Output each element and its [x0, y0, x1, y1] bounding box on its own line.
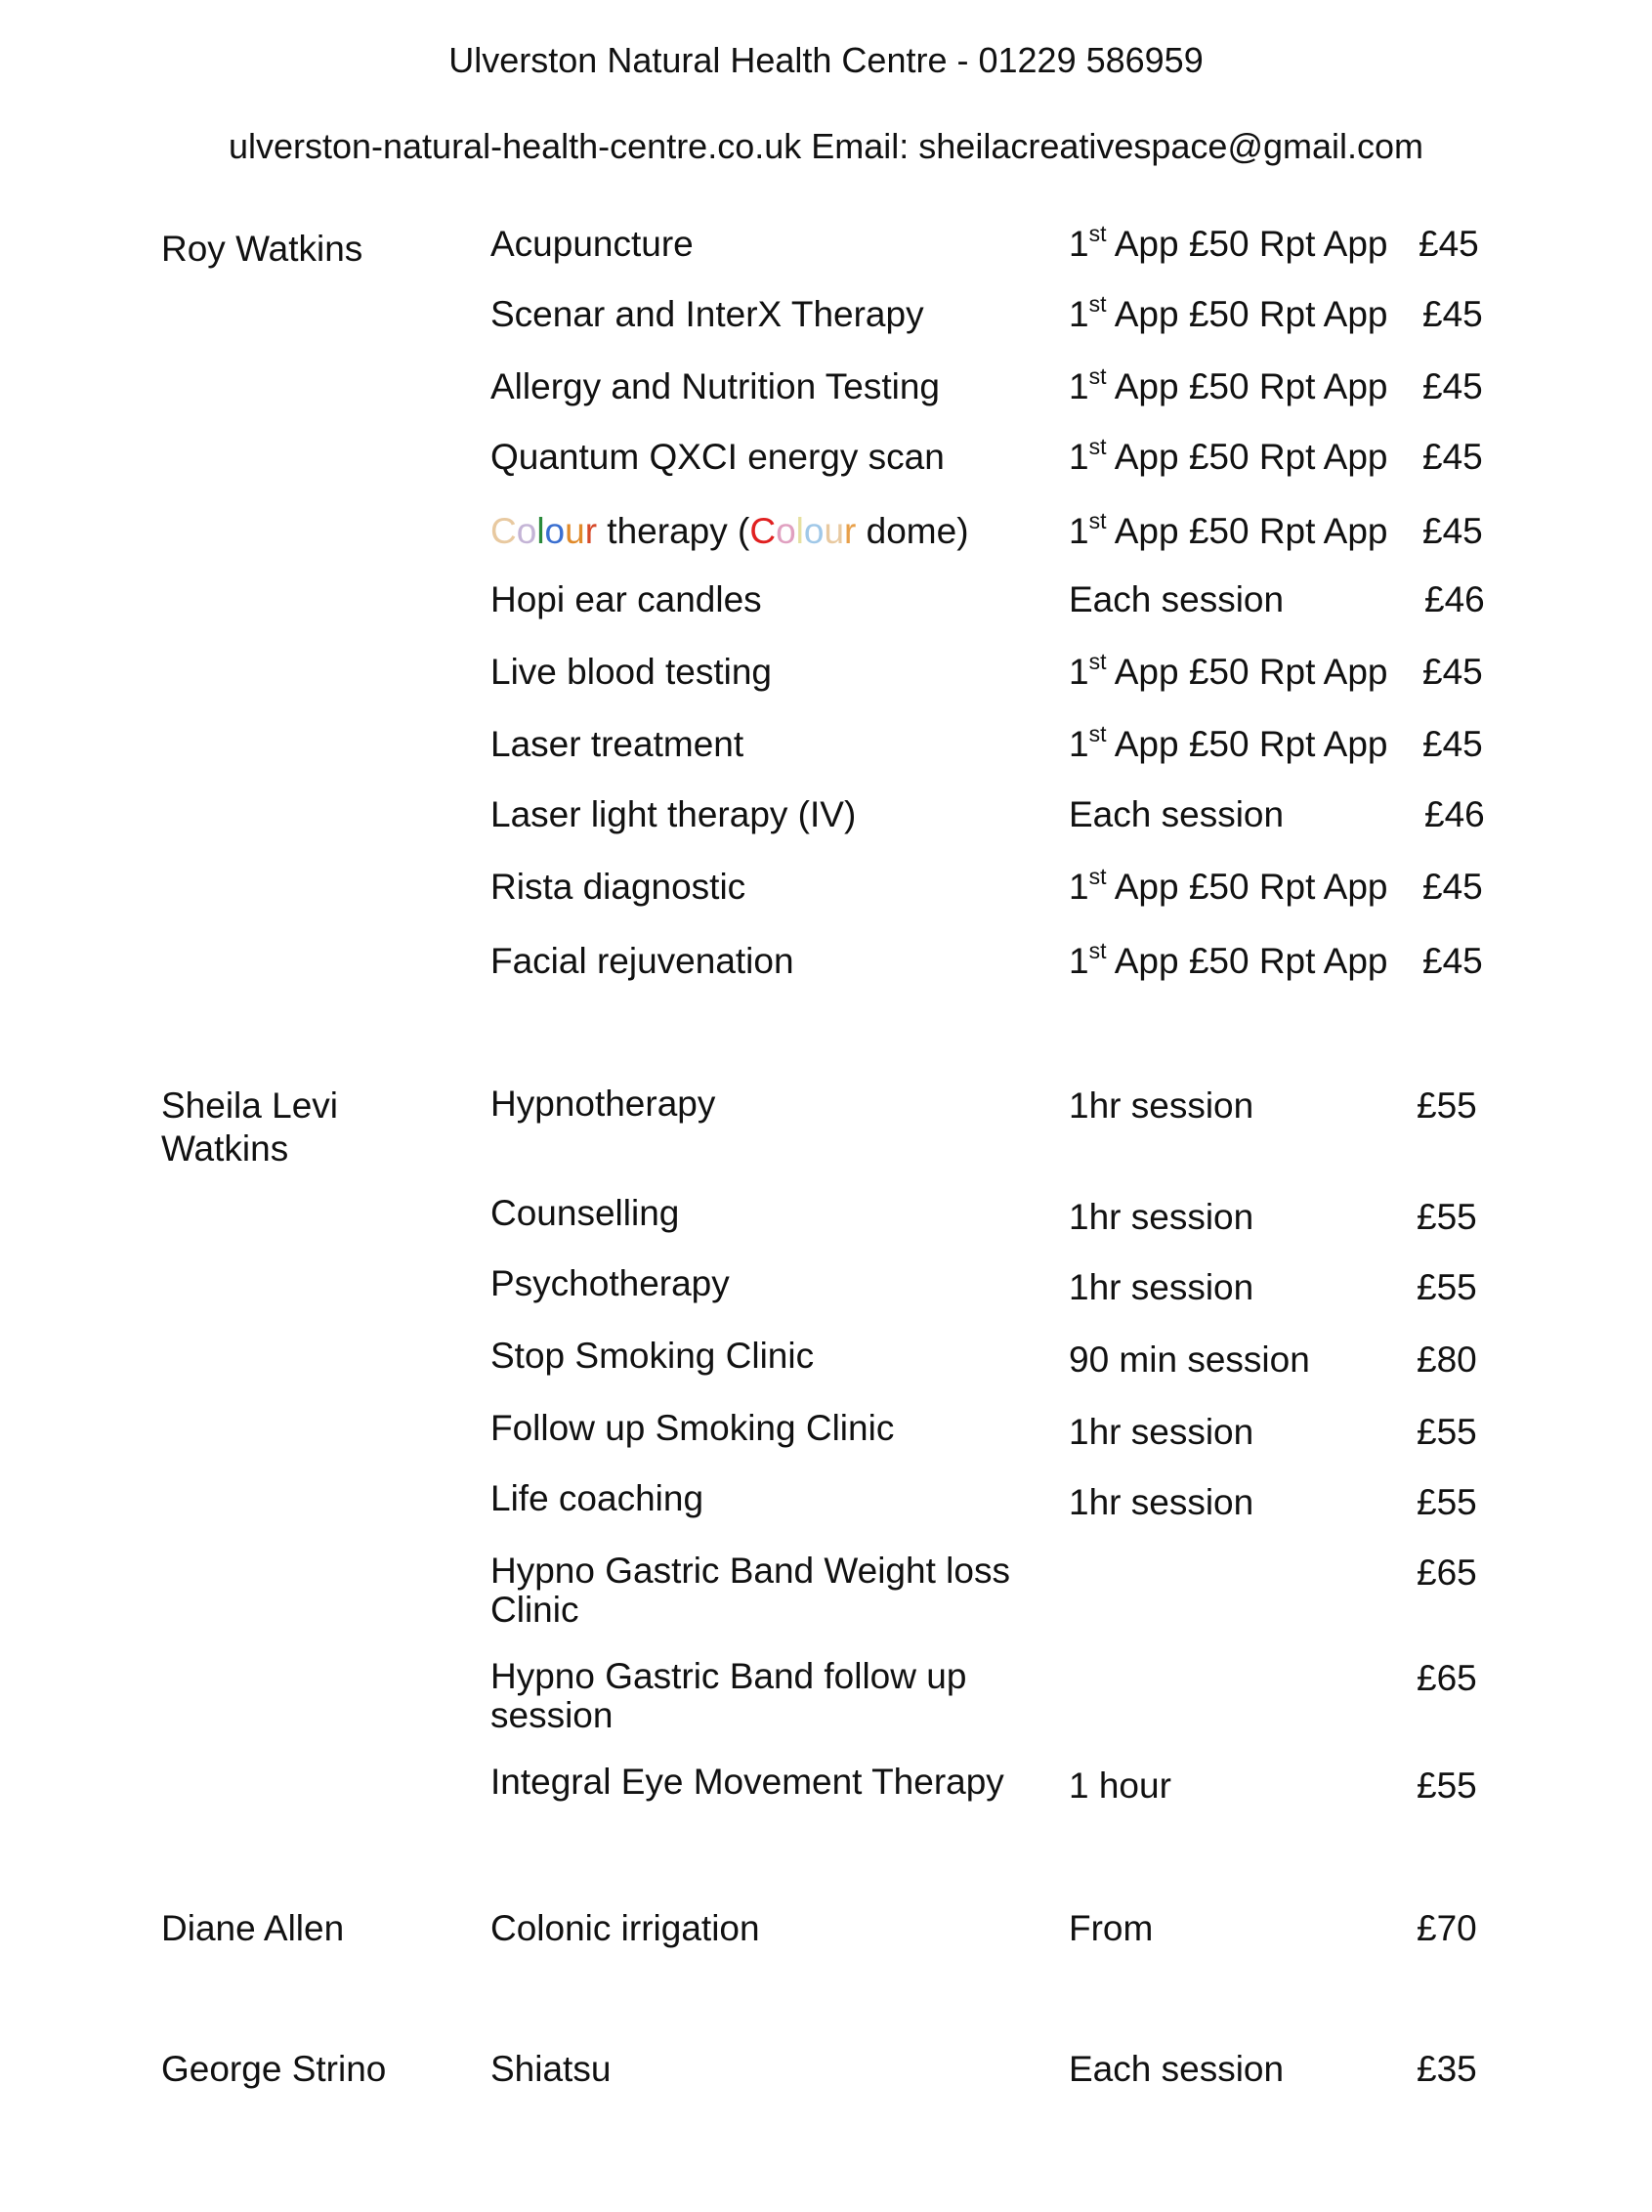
service-name: Stop Smoking Clinic: [490, 1336, 815, 1376]
service-detail: 1st App £50 Rpt App: [1069, 433, 1388, 477]
website-email: ulverston-natural-health-centre.co.uk Email: sheilacreativespace@gmail.com: [228, 126, 1424, 166]
service-price: £80: [1417, 1340, 1477, 1380]
service-price: £45: [1422, 867, 1483, 907]
service-price: £45: [1419, 224, 1479, 264]
service-price: £70: [1417, 1908, 1477, 1948]
service-detail: 1hr session: [1069, 1482, 1254, 1522]
service-name: Colonic irrigation: [490, 1908, 760, 1948]
service-price: £55: [1417, 1197, 1477, 1237]
service-price: £35: [1417, 2049, 1477, 2089]
service-name: Shiatsu: [490, 2049, 612, 2089]
practitioner-name: George Strino: [161, 2049, 387, 2089]
service-detail: 1 hour: [1069, 1765, 1171, 1806]
service-name: Counselling: [490, 1193, 680, 1233]
service-price: £65: [1417, 1553, 1477, 1593]
service-detail: 1st App £50 Rpt App: [1069, 863, 1388, 907]
service-detail: Each session: [1069, 2049, 1285, 2089]
service-name: Follow up Smoking Clinic: [490, 1408, 895, 1448]
service-price: £46: [1424, 579, 1485, 619]
service-name-colour-therapy: Colour therapy (Colour dome): [490, 511, 969, 551]
service-detail: 1hr session: [1069, 1412, 1254, 1452]
service-price: £45: [1422, 366, 1483, 406]
service-name: Psychotherapy: [490, 1263, 730, 1303]
service-price: £45: [1422, 511, 1483, 551]
service-price: £55: [1417, 1412, 1477, 1452]
service-price: £55: [1417, 1267, 1477, 1307]
service-name: Live blood testing: [490, 652, 772, 692]
service-name: Rista diagnostic: [490, 867, 746, 907]
service-name: Scenar and InterX Therapy: [490, 294, 924, 334]
service-name: Integral Eye Movement Therapy: [490, 1762, 1004, 1802]
service-price: £45: [1422, 652, 1483, 692]
service-name-line2: session: [490, 1695, 614, 1735]
service-name: Facial rejuvenation: [490, 941, 794, 981]
service-name: Quantum QXCI energy scan: [490, 437, 945, 477]
practitioner-name: Diane Allen: [161, 1908, 345, 1948]
service-price: £55: [1417, 1085, 1477, 1126]
practitioner-name: Roy Watkins: [161, 229, 363, 269]
practitioner-name: Sheila Levi: [161, 1085, 339, 1126]
service-detail: Each session: [1069, 794, 1285, 834]
service-name: Acupuncture: [490, 224, 694, 264]
service-detail: From: [1069, 1908, 1154, 1948]
service-name: Laser treatment: [490, 724, 744, 764]
service-name: Hypno Gastric Band follow up: [490, 1656, 967, 1696]
service-name: Allergy and Nutrition Testing: [490, 366, 941, 406]
service-detail: 1st App £50 Rpt App: [1069, 220, 1388, 264]
service-price: £55: [1417, 1482, 1477, 1522]
service-name: Hypnotherapy: [490, 1084, 716, 1124]
service-price: £45: [1422, 724, 1483, 764]
service-detail: 1hr session: [1069, 1267, 1254, 1307]
service-detail: 1st App £50 Rpt App: [1069, 290, 1388, 334]
practitioner-name-line2: Watkins: [161, 1128, 289, 1169]
service-detail: 90 min session: [1069, 1340, 1310, 1380]
service-name: Hypno Gastric Band Weight loss: [490, 1551, 1010, 1591]
service-name: Life coaching: [490, 1478, 704, 1518]
service-detail: Each session: [1069, 579, 1285, 619]
service-price: £45: [1422, 294, 1483, 334]
service-price: £45: [1422, 941, 1483, 981]
service-name: Hopi ear candles: [490, 579, 762, 619]
service-name-line2: Clinic: [490, 1590, 579, 1630]
service-price: £45: [1422, 437, 1483, 477]
service-price: £65: [1417, 1658, 1477, 1698]
service-name: Laser light therapy (IV): [490, 794, 857, 834]
service-detail: 1st App £50 Rpt App: [1069, 937, 1388, 981]
service-detail: 1st App £50 Rpt App: [1069, 507, 1388, 551]
service-detail: 1st App £50 Rpt App: [1069, 648, 1388, 692]
service-detail: 1hr session: [1069, 1197, 1254, 1237]
service-price: £46: [1424, 794, 1485, 834]
centre-name-phone: Ulverston Natural Health Centre - 01229 586959: [448, 40, 1204, 80]
service-detail: 1st App £50 Rpt App: [1069, 720, 1388, 764]
service-price: £55: [1417, 1765, 1477, 1806]
service-detail: 1st App £50 Rpt App: [1069, 362, 1388, 406]
service-detail: 1hr session: [1069, 1085, 1254, 1126]
